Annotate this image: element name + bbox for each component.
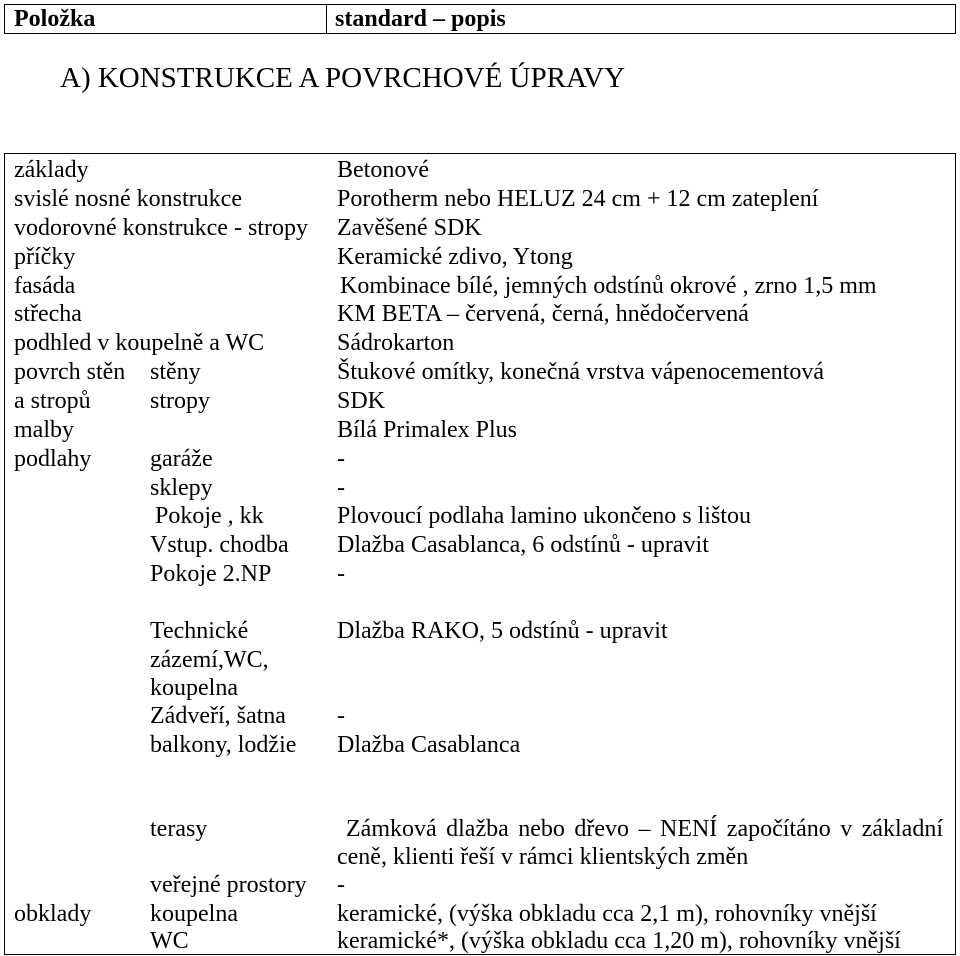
part-label: zázemí,WC, [150,647,269,673]
value-text: Dlažba Casablanca, 6 odstínů - upravit [337,532,709,558]
value-text: Zavěšené SDK [337,215,482,241]
part-label: Technické [150,618,249,644]
value-text: Dlažba RAKO, 5 odstínů - upravit [337,618,668,644]
value-text: - [337,703,345,729]
value-text: keramické, (výška obkladu cca 2,1 m), rohovníky vnější [337,901,877,927]
item-label: podlahy [14,446,92,472]
value-text: - [337,475,345,501]
value-text: ceně, klienti řeší v rámci klientských změn [337,844,749,870]
item-label: obklady [14,901,92,927]
part-label: terasy [150,816,208,842]
value-text: - [337,561,345,587]
table-header [4,4,956,34]
part-label: sklepy [150,475,213,501]
item-label: povrch stěn [14,359,126,385]
value-text: Sádrokarton [337,330,455,356]
value-text: - [337,872,345,898]
part-label: Pokoje 2.NP [150,561,272,587]
value-text: Dlažba Casablanca [337,732,521,758]
part-label: koupelna [150,675,238,701]
part-label: Vstup. chodba [150,532,289,558]
part-label: stropy [150,388,210,414]
value-text: keramické*, (výška obkladu cca 1,20 m), rohovníky vnější [337,928,901,954]
item-label: základy [14,157,89,183]
value-text: KM BETA – červená, černá, hnědočervená [337,301,749,327]
part-label: WC [150,928,189,954]
value-text: - [337,446,345,472]
value-text: Zámková dlažba nebo dřevo – NENÍ započítáno v základní [346,816,943,842]
value-text: Betonové [337,157,429,183]
item-label: fasáda [14,273,76,299]
part-label: koupelna [150,901,238,927]
part-label: garáže [150,446,213,472]
value-text: Kombinace bílé, jemných odstínů okrové , zrno 1,5 mm [340,273,877,299]
item-label: svislé nosné konstrukce [14,186,242,212]
item-label: příčky [14,244,76,270]
header-item-label: Položka [5,5,327,33]
value-text: Štukové omítky, konečná vrstva vápenocementová [337,359,824,385]
part-label: veřejné prostory [150,872,307,898]
part-label: Pokoje , kk [155,503,264,529]
item-label: podhled v koupelně a WC [14,330,265,356]
header-description-label: standard – popis [335,6,506,32]
part-label: balkony, lodžie [150,732,297,758]
part-label: Zádveří, šatna [150,703,286,729]
item-label: střecha [14,301,82,327]
section-title: A) KONSTRUKCE A POVRCHOVÉ ÚPRAVY [60,62,626,94]
part-label: stěny [150,359,201,385]
item-label: a stropů [14,388,91,414]
item-label: vodorovné konstrukce - stropy [14,215,308,241]
value-text: Porotherm nebo HELUZ 24 cm + 12 cm zateplení [337,186,819,212]
item-label: malby [14,417,74,443]
value-text: Bílá Primalex Plus [337,417,517,443]
value-text: SDK [337,388,386,414]
value-text: Plovoucí podlaha lamino ukončeno s lištou [337,503,751,529]
value-text: Keramické zdivo, Ytong [337,244,573,270]
